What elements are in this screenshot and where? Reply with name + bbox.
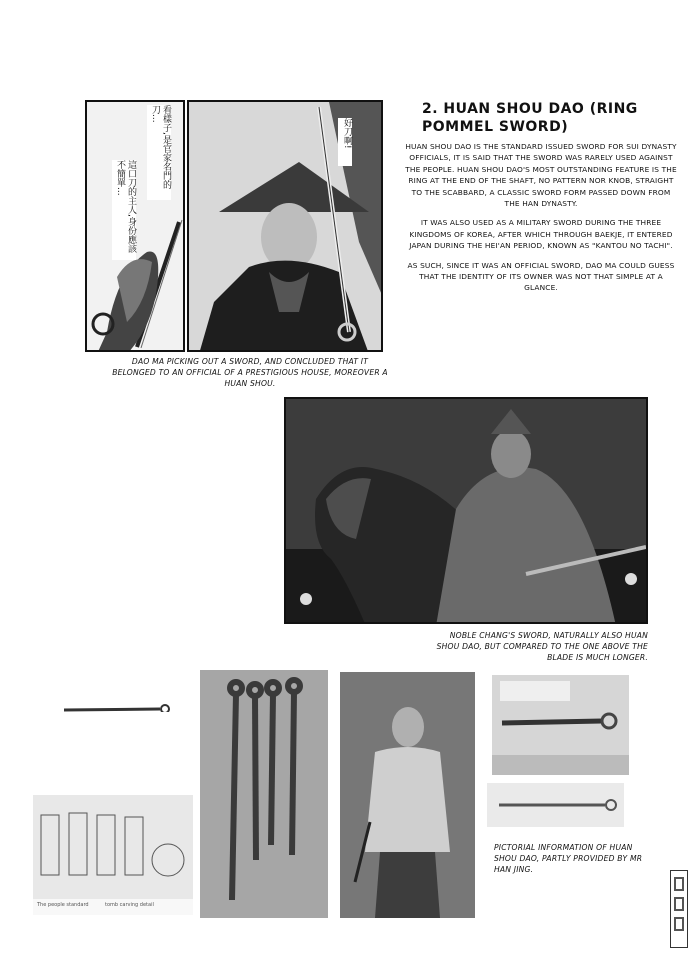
photo-four-swords: [200, 670, 328, 918]
armoured-figure-illustration: [340, 672, 475, 918]
paragraph-1: HUAN SHOU DAO IS THE STANDARD ISSUED SWORD FOR SUI DYNASTY OFFICIALS, IT IS SAID THAT THE SWORD WAS RARELY USED AGAINST THE PEOPLE. HUAN SHOU DAO'S MOST OUTSTANDING FEATURE IS THE RING AT THE END OF THE SHAFT, NO PATTERN NOR KNOB, STRAIGHT TO THE SCABBARD, A CLASSIC SWORD FORM PASSED DOWN FROM THE HAN DYNASTY.: [405, 142, 677, 209]
speech-bubble-left-1: 看樣子,是官家名門的刀...: [147, 105, 171, 200]
relief-illustration: [33, 795, 193, 915]
caption-panel-2: NOBLE CHANG'S SWORD, NATURALLY ALSO HUAN SHOU DAO, BUT COMPARED TO THE ONE ABOVE THE BLADE IS MUCH LONGER.: [436, 631, 648, 662]
paragraph-2: IT WAS ALSO USED AS A MILITARY SWORD DURING THE THREE KINGDOMS OF KOREA, AFTER WHICH THROUGH BAEKJE, IT ENTERED JAPAN DURING THE HEI'AN PERIOD, KNOWN AS "KANTOU NO TACHI".: [409, 218, 673, 251]
photo-sword-case: [487, 783, 624, 827]
caption-photos: PICTORIAL INFORMATION OF HUAN SHOU DAO, PARTLY PROVIDED BY MR HAN JING.: [494, 843, 643, 874]
photo-relief-carving: [33, 795, 193, 915]
caption-panel-1: DAO MA PICKING OUT A SWORD, AND CONCLUDED THAT IT BELONGED TO AN OFFICIAL OF A PRESTIGIOUS HOUSE, MOREOVER A HUAN SHOU.: [112, 357, 388, 388]
page-side-mark: [670, 870, 688, 948]
section-body: [404, 141, 678, 302]
rider-illustration: [286, 399, 648, 624]
swords-illustration: [200, 670, 328, 918]
section-heading: 2. HUAN SHOU DAO (RING POMMEL SWORD): [422, 101, 638, 135]
swordsman-illustration: [189, 102, 383, 352]
photo-single-sword: [62, 700, 172, 712]
sword-closeup-illustration: [492, 675, 629, 775]
speech-bubble-right: 好刀啊!: [338, 118, 352, 166]
sword-silhouette: [62, 703, 172, 712]
relief-label-left: The people standard: [37, 902, 89, 908]
sword-case-illustration: [487, 783, 624, 827]
speech-bubble-left-2: 這口刀的主人,身份應該不簡單...: [112, 160, 136, 260]
comic-panel-noble-chang: [284, 397, 648, 624]
photo-sword-closeup: [492, 675, 629, 775]
relief-label-mid: tomb carving detail: [105, 902, 154, 908]
photo-armoured-figure: [340, 672, 475, 918]
comic-panel-swordsman: [187, 100, 383, 352]
paragraph-3: AS SUCH, SINCE IT WAS AN OFFICIAL SWORD, DAO MA COULD GUESS THAT THE IDENTITY OF ITS OWNER WAS NOT THAT SIMPLE AT A GLANCE.: [407, 260, 675, 293]
